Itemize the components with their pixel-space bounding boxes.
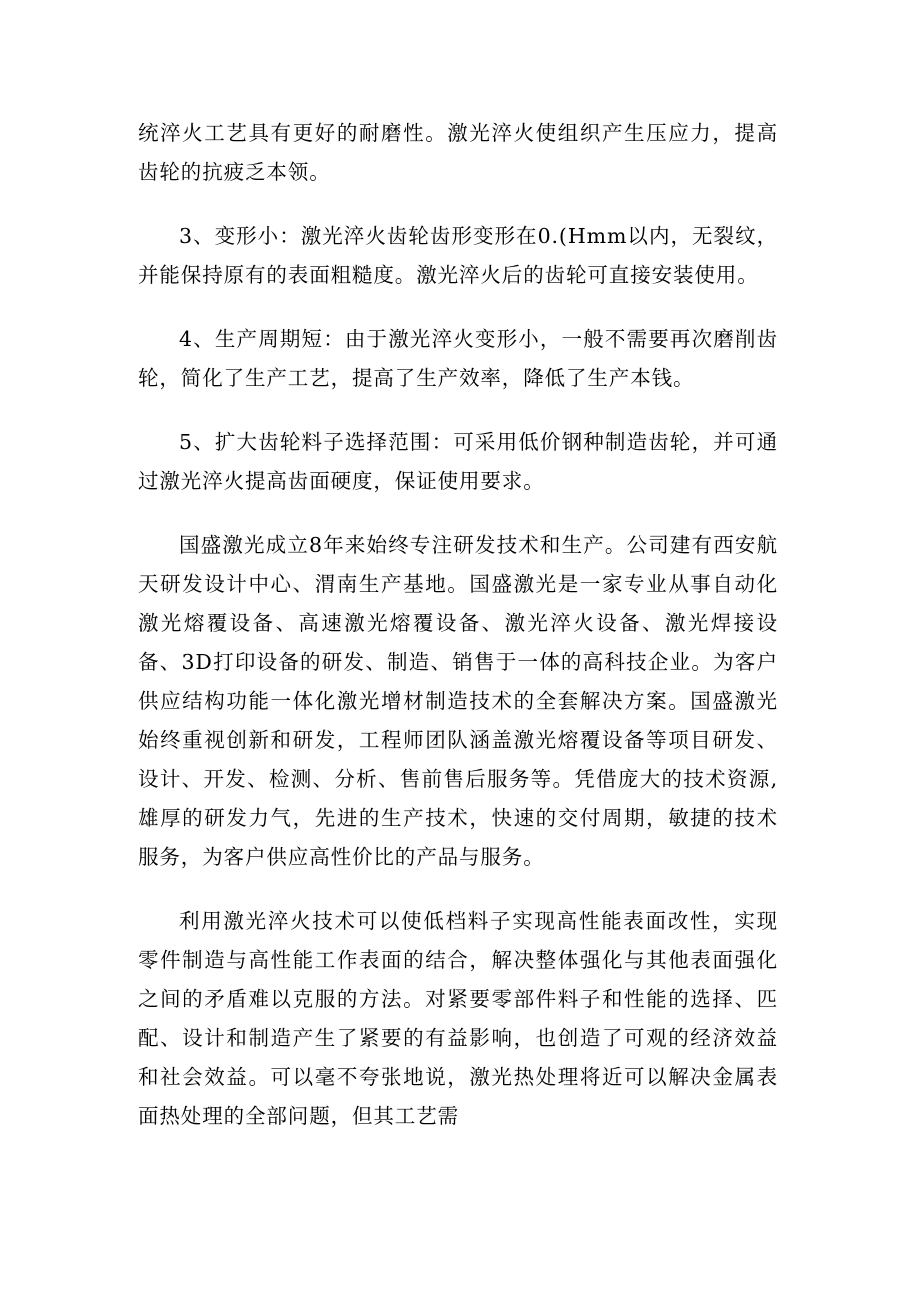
paragraph-item-3-small-deformation: 3、变形小：激光淬火齿轮齿形变形在0.(Hmm以内，无裂纹，并能保持原有的表面粗糙度。激光淬火后的齿轮可直接安装使用。: [138, 224, 778, 287]
document-body: [138, 114, 778, 1136]
paragraph-continuation: 统淬火工艺具有更好的耐磨性。激光淬火使组织产生压应力，提高齿轮的抗疲乏本领。: [138, 121, 778, 184]
paragraph-laser-quenching-benefits: 利用激光淬火技术可以使低档料子实现高性能表面改性，实现零件制造与高性能工作表面的结合，解决整体强化与其他表面强化之间的矛盾难以克服的方法。对紧要零部件料子和性能的选择、匹配、设计和制造产生了紧要的有益影响，也创造了可观的经济效益和社会效益。可以毫不夸张地说，激光热处理将近可以解决金属表面热处理的全部问题，但其工艺需: [138, 909, 778, 1128]
paragraph-company-intro: 国盛激光成立8年来始终专注研发技术和生产。公司建有西安航天研发设计中心、渭南生产基地。国盛激光是一家专业从事自动化激光熔覆设备、高速激光熔覆设备、激光淬火设备、激光焊接设备、3D打印设备的研发、制造、销售于一体的高科技企业。为客户供应结构功能一体化激光增材制造技术的全套解决方案。国盛激光始终重视创新和研发，工程师团队涵盖激光熔覆设备等项目研发、设计、开发、检测、分析、售前售后服务等。凭借庞大的技术资源,雄厚的研发力气，先进的生产技术，快速的交付周期，敏捷的技术服务，为客户供应高性价比的产品与服务。: [138, 533, 778, 869]
paragraph-item-5-material-range: 5、扩大齿轮料子选择范围：可采用低价钢种制造齿轮，并可通过激光淬火提高齿面硬度，保证使用要求。: [138, 430, 778, 493]
paragraph-item-4-short-cycle: 4、生产周期短：由于激光淬火变形小，一般不需要再次磨削齿轮，简化了生产工艺，提高了生产效率，降低了生产本钱。: [138, 327, 778, 390]
